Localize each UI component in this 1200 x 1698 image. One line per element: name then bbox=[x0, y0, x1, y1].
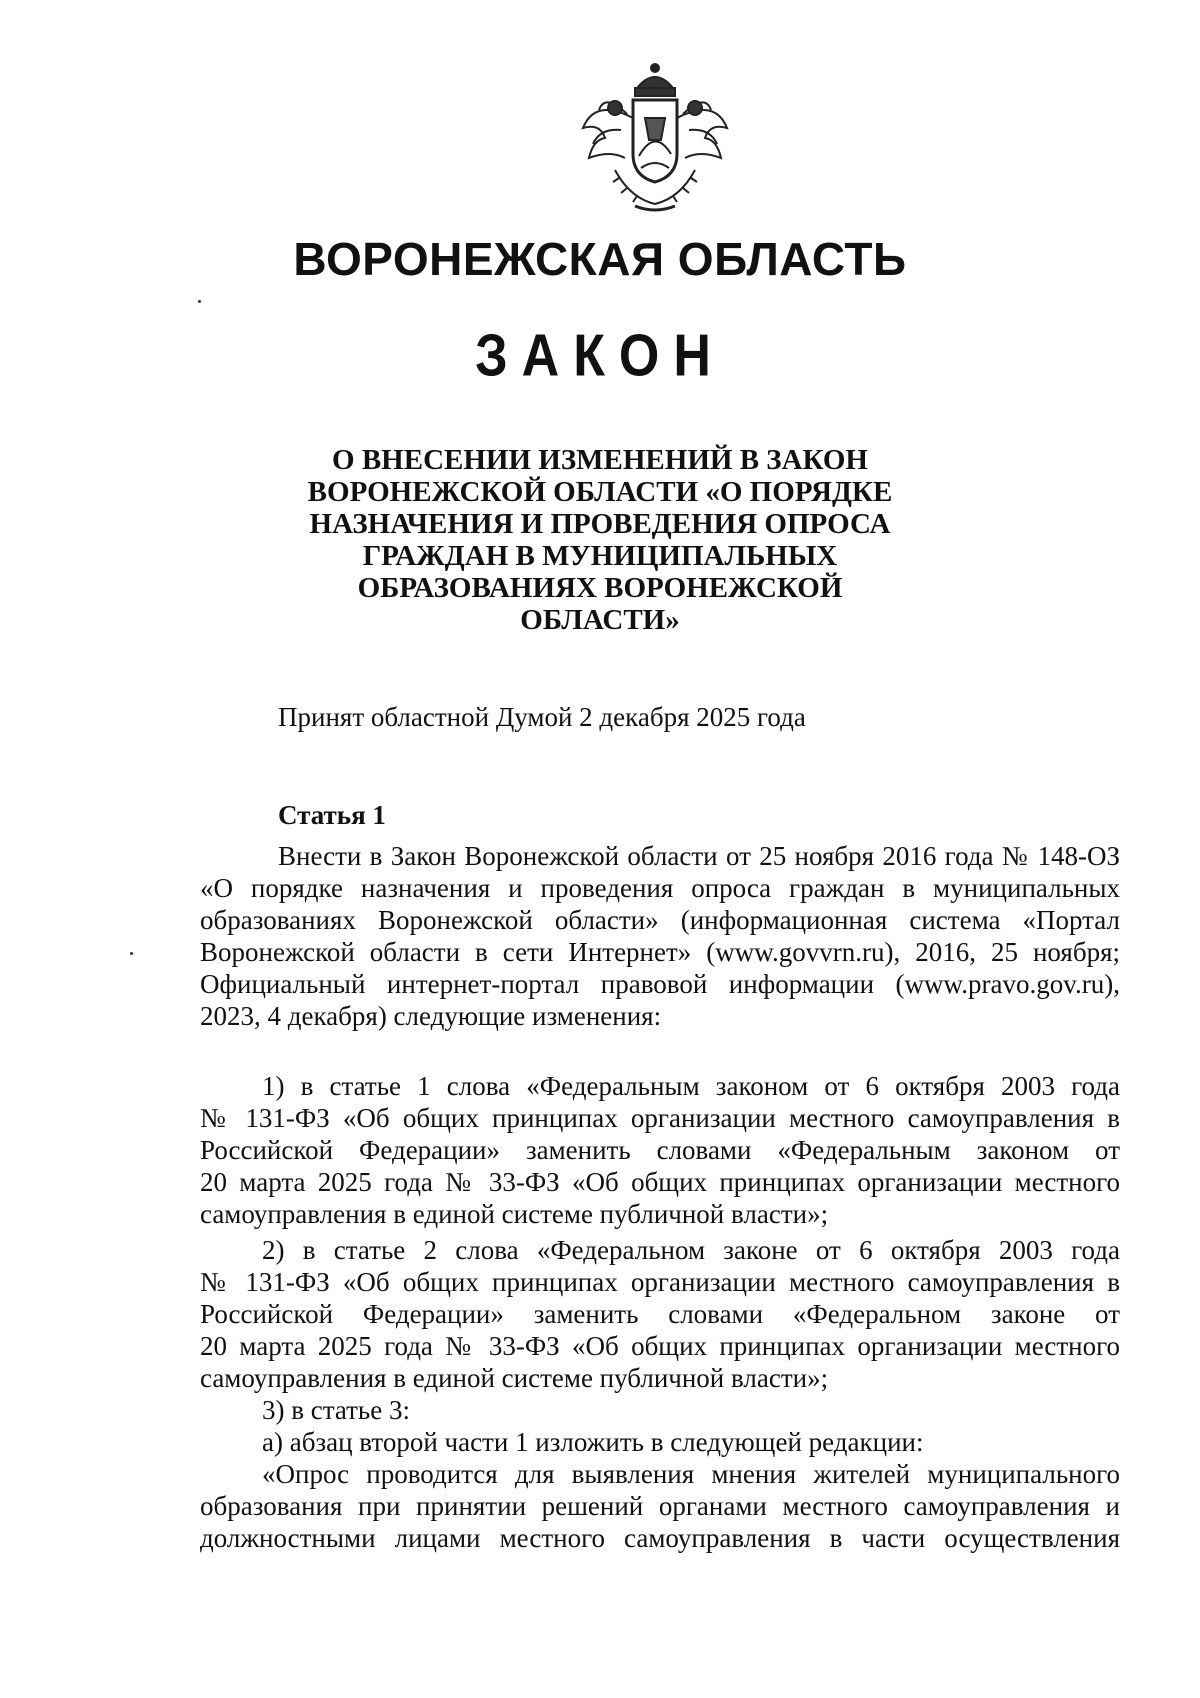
coat-of-arms-icon bbox=[575, 58, 735, 218]
text-line: Официальный интернет-портал правовой информации (www.pravo.gov.ru), bbox=[200, 969, 1120, 999]
text-line: образованиях Воронежской области» (информационная система «Портал bbox=[200, 905, 1120, 935]
text-line: «О порядке назначения и проведения опроса граждан в муниципальных bbox=[200, 873, 1120, 903]
law-name-line: О ВНЕСЕНИИ ИЗМЕНЕНИЙ В ЗАКОН bbox=[332, 444, 868, 476]
text-line: Воронежской области в сети Интернет» (www.govvrn.ru), 2016, 25 ноября; bbox=[200, 937, 1120, 967]
text-line: 3) в статье 3: bbox=[262, 1395, 410, 1425]
text-line: 1) в статье 1 слова «Федеральным законом от 6 октября 2003 года bbox=[262, 1071, 1120, 1101]
text-line: Российской Федерации» заменить словами «Федеральным законом от bbox=[200, 1135, 1120, 1165]
text-line: 20 марта 2025 года № 33-ФЗ «Об общих принципах организации местного bbox=[200, 1167, 1120, 1197]
text-line: № 131-ФЗ «Об общих принципах организации местного самоуправления в bbox=[200, 1267, 1120, 1297]
text-line: должностными лицами местного самоуправления в части осуществления bbox=[200, 1523, 1120, 1553]
amendment-item-2 bbox=[200, 1234, 1120, 1394]
law-name-line: ОБЛАСТИ» bbox=[520, 604, 680, 636]
text-line: образования при принятии решений органами местного самоуправления и bbox=[200, 1491, 1120, 1521]
law-name-line: ОБРАЗОВАНИЯХ ВОРОНЕЖСКОЙ bbox=[357, 572, 843, 604]
text-line: 2) в статье 2 слова «Федеральном законе от 6 октября 2003 года bbox=[262, 1235, 1120, 1265]
law-name-line: ГРАЖДАН В МУНИЦИПАЛЬНЫХ bbox=[362, 540, 838, 572]
document-type-title: ЗАКОН bbox=[475, 322, 725, 390]
text-line: «Опрос проводится для выявления мнения жителей муниципального bbox=[262, 1459, 1120, 1489]
adoption-note: Принят областной Думой 2 декабря 2025 года bbox=[278, 702, 806, 732]
text-line: самоуправления в единой системе публичной власти»; bbox=[200, 1363, 829, 1393]
amendment-item-1 bbox=[200, 1070, 1120, 1230]
law-name-line: НАЗНАЧЕНИЯ И ПРОВЕДЕНИЯ ОПРОСА bbox=[309, 508, 891, 540]
text-line: № 131-ФЗ «Об общих принципах организации местного самоуправления в bbox=[200, 1103, 1120, 1133]
text-line: 2023, 4 декабря) следующие изменения: bbox=[200, 1001, 662, 1031]
law-name-line: ВОРОНЕЖСКОЙ ОБЛАСТИ «О ПОРЯДКЕ bbox=[307, 476, 893, 508]
text-line: 20 марта 2025 года № 33-ФЗ «Об общих принципах организации местного bbox=[200, 1331, 1120, 1361]
law-name bbox=[0, 444, 1200, 636]
scan-speck bbox=[198, 300, 201, 303]
amendment-item-3 bbox=[200, 1394, 1120, 1554]
region-title: ВОРОНЕЖСКАЯ ОБЛАСТЬ bbox=[293, 233, 907, 285]
text-line: Российской Федерации» заменить словами «Федеральном законе от bbox=[200, 1299, 1120, 1329]
text-line: а) абзац второй части 1 изложить в следующей редакции: bbox=[262, 1427, 924, 1457]
article-heading: Статья 1 bbox=[278, 800, 386, 830]
article-intro bbox=[200, 840, 1120, 1032]
text-line: Внести в Закон Воронежской области от 25 ноября 2016 года № 148-ОЗ bbox=[278, 841, 1120, 871]
scan-speck bbox=[130, 952, 133, 955]
text-line: самоуправления в единой системе публичной власти»; bbox=[200, 1199, 829, 1229]
